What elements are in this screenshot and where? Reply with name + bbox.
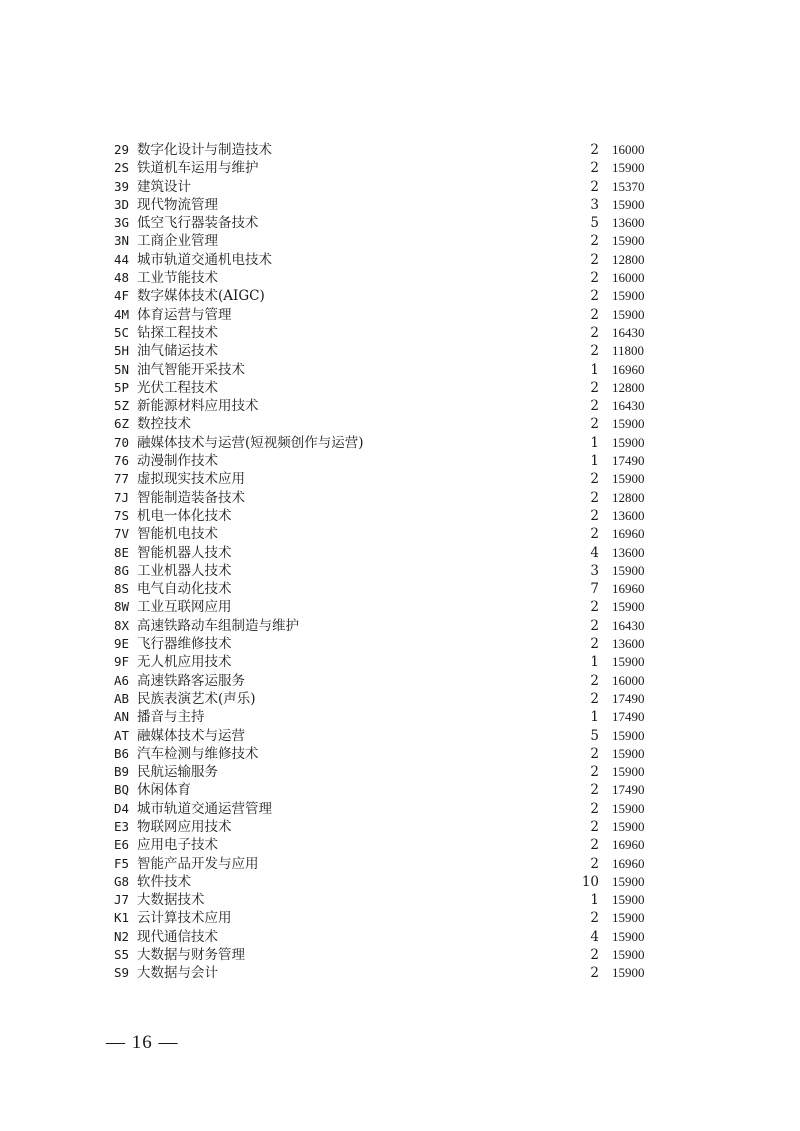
list-item — [0, 818, 800, 836]
major-code: 7J — [114, 489, 130, 505]
list-item — [0, 708, 800, 726]
plan-count: 2 — [590, 855, 599, 872]
list-item — [0, 379, 800, 397]
major-name: 城市轨道交通运营管理 — [137, 800, 272, 817]
plan-count: 2 — [590, 599, 599, 616]
major-code: 4M — [114, 306, 130, 322]
tuition-fee: 16430 — [612, 324, 645, 340]
major-code: B9 — [114, 764, 130, 780]
list-item — [0, 928, 800, 946]
tuition-fee: 15900 — [612, 947, 645, 963]
tuition-fee: 15900 — [612, 818, 645, 834]
page-number: — 16 — — [106, 1032, 179, 1053]
tuition-fee: 15900 — [612, 306, 645, 322]
plan-count: 10 — [581, 873, 599, 890]
major-name: 智能产品开发与应用 — [137, 855, 259, 872]
tuition-fee: 13600 — [612, 636, 645, 652]
major-name: 电气自动化技术 — [137, 581, 232, 598]
plan-count: 2 — [590, 489, 599, 506]
list-item — [0, 891, 800, 909]
list-item — [0, 690, 800, 708]
plan-count: 2 — [590, 379, 599, 396]
list-item — [0, 141, 800, 159]
tuition-fee: 15900 — [612, 416, 645, 432]
tuition-fee: 17490 — [612, 782, 645, 798]
major-name: 油气智能开采技术 — [137, 361, 245, 378]
major-name: 融媒体技术与运营(短视频创作与运营) — [137, 434, 364, 451]
tuition-fee: 15900 — [612, 160, 645, 176]
plan-count: 1 — [590, 453, 599, 470]
major-code: F5 — [114, 855, 130, 871]
major-name: 现代物流管理 — [137, 196, 218, 213]
tuition-fee: 16000 — [612, 142, 645, 157]
plan-count: 2 — [590, 233, 599, 250]
major-code: 48 — [114, 270, 130, 286]
tuition-fee: 16000 — [612, 672, 645, 688]
tuition-fee: 17490 — [612, 709, 645, 725]
major-name: 铁道机车运用与维护 — [137, 160, 259, 177]
plan-count: 1 — [590, 361, 599, 378]
major-name: 智能制造装备技术 — [137, 489, 245, 506]
tuition-fee: 15900 — [612, 288, 645, 304]
major-code: 4F — [114, 288, 130, 304]
major-code: 39 — [114, 178, 130, 194]
major-code: 5Z — [114, 398, 130, 414]
list-item — [0, 214, 800, 232]
list-item — [0, 617, 800, 635]
major-name: 工业节能技术 — [137, 270, 218, 287]
major-name: 现代通信技术 — [137, 928, 218, 945]
plan-count: 7 — [590, 581, 599, 598]
major-list — [0, 141, 800, 983]
list-item — [0, 397, 800, 415]
tuition-fee: 15900 — [612, 233, 645, 249]
major-code: 6Z — [114, 416, 130, 432]
major-code: 8W — [114, 599, 130, 615]
list-item — [0, 470, 800, 488]
plan-count: 3 — [590, 196, 599, 213]
plan-count: 2 — [590, 617, 599, 634]
major-code: 7V — [114, 526, 130, 542]
plan-count: 2 — [590, 782, 599, 799]
tuition-fee: 15900 — [612, 965, 645, 981]
major-code: 76 — [114, 453, 130, 469]
list-item — [0, 342, 800, 360]
major-name: 工业互联网应用 — [137, 599, 232, 616]
tuition-fee: 15900 — [612, 910, 645, 926]
list-item — [0, 562, 800, 580]
major-code: A6 — [114, 672, 130, 688]
tuition-fee: 15900 — [612, 434, 645, 450]
list-item — [0, 489, 800, 507]
list-item — [0, 946, 800, 964]
major-code: 3N — [114, 233, 130, 249]
major-name: 新能源材料应用技术 — [137, 398, 259, 415]
list-item — [0, 873, 800, 891]
plan-count: 4 — [590, 544, 599, 561]
major-name: 智能机器人技术 — [137, 544, 232, 561]
plan-count: 2 — [590, 306, 599, 323]
plan-count: 2 — [590, 910, 599, 927]
major-name: 建筑设计 — [137, 178, 191, 195]
major-code: S5 — [114, 947, 130, 963]
tuition-fee: 12800 — [612, 251, 645, 267]
tuition-fee: 12800 — [612, 379, 645, 395]
list-item — [0, 507, 800, 525]
plan-count: 2 — [590, 800, 599, 817]
plan-count: 2 — [590, 343, 599, 360]
tuition-fee: 15900 — [612, 599, 645, 615]
major-name: 民航运输服务 — [137, 764, 218, 781]
plan-count: 2 — [590, 672, 599, 689]
major-code: 8X — [114, 617, 130, 633]
major-name: 融媒体技术与运营 — [137, 727, 245, 744]
list-item — [0, 836, 800, 854]
plan-count: 2 — [590, 507, 599, 524]
list-item — [0, 855, 800, 873]
major-name: 数字媒体技术(AIGC) — [137, 288, 265, 305]
tuition-fee: 15900 — [612, 873, 645, 889]
tuition-fee: 16960 — [612, 526, 645, 542]
major-code: 5C — [114, 324, 130, 340]
list-item — [0, 159, 800, 177]
tuition-fee: 12800 — [612, 489, 645, 505]
major-name: 工业机器人技术 — [137, 562, 232, 579]
major-name: 物联网应用技术 — [137, 818, 232, 835]
major-name: 钻探工程技术 — [137, 324, 218, 341]
list-item — [0, 635, 800, 653]
list-item — [0, 434, 800, 452]
tuition-fee: 15900 — [612, 764, 645, 780]
tuition-fee: 13600 — [612, 507, 645, 523]
major-code: D4 — [114, 800, 130, 816]
plan-count: 2 — [590, 745, 599, 762]
list-item — [0, 653, 800, 671]
plan-count: 2 — [590, 764, 599, 781]
plan-count: 2 — [590, 471, 599, 488]
plan-count: 2 — [590, 324, 599, 341]
tuition-fee: 15900 — [612, 745, 645, 761]
major-code: E6 — [114, 837, 130, 853]
tuition-fee: 15900 — [612, 800, 645, 816]
major-name: 无人机应用技术 — [137, 654, 232, 671]
tuition-fee: 17490 — [612, 690, 645, 706]
list-item — [0, 745, 800, 763]
plan-count: 2 — [590, 288, 599, 305]
major-name: 高速铁路动车组制造与维护 — [137, 617, 299, 634]
tuition-fee: 13600 — [612, 215, 645, 231]
major-name: 智能机电技术 — [137, 526, 218, 543]
major-code: 8E — [114, 544, 130, 560]
major-name: 休闲体育 — [137, 782, 191, 799]
major-code: AT — [114, 727, 130, 743]
major-code: 5N — [114, 361, 130, 377]
major-name: 大数据技术 — [137, 892, 205, 909]
list-item — [0, 324, 800, 342]
plan-count: 2 — [590, 270, 599, 287]
major-name: 飞行器维修技术 — [137, 636, 232, 653]
tuition-fee: 16960 — [612, 581, 645, 597]
tuition-fee: 16960 — [612, 837, 645, 853]
major-name: 大数据与财务管理 — [137, 947, 245, 964]
major-code: 70 — [114, 434, 130, 450]
plan-count: 2 — [590, 178, 599, 195]
major-name: 数字化设计与制造技术 — [137, 142, 272, 158]
major-code: E3 — [114, 818, 130, 834]
tuition-fee: 16960 — [612, 855, 645, 871]
major-name: 云计算技术应用 — [137, 910, 232, 927]
major-name: 高速铁路客运服务 — [137, 672, 245, 689]
list-item — [0, 800, 800, 818]
plan-count: 2 — [590, 690, 599, 707]
major-code: BQ — [114, 782, 130, 798]
tuition-fee: 11800 — [612, 343, 645, 359]
plan-count: 2 — [590, 636, 599, 653]
plan-count: 2 — [590, 526, 599, 543]
plan-count: 2 — [590, 416, 599, 433]
list-item — [0, 251, 800, 269]
plan-count: 3 — [590, 562, 599, 579]
list-item — [0, 672, 800, 690]
tuition-fee: 16000 — [612, 270, 645, 286]
major-name: 播音与主持 — [137, 709, 205, 726]
list-item — [0, 781, 800, 799]
tuition-fee: 13600 — [612, 544, 645, 560]
plan-count: 1 — [590, 434, 599, 451]
major-name: 动漫制作技术 — [137, 453, 218, 470]
major-name: 软件技术 — [137, 873, 191, 890]
list-item — [0, 232, 800, 250]
plan-count: 4 — [590, 928, 599, 945]
plan-count: 5 — [590, 215, 599, 232]
plan-count: 5 — [590, 727, 599, 744]
major-name: 数控技术 — [137, 416, 191, 433]
tuition-fee: 15900 — [612, 892, 645, 908]
major-name: 低空飞行器装备技术 — [137, 215, 259, 232]
major-name: 民族表演艺术(声乐) — [137, 690, 256, 707]
major-code: 7S — [114, 507, 130, 523]
major-name: 城市轨道交通机电技术 — [137, 251, 272, 268]
major-code: G8 — [114, 873, 130, 889]
list-item — [0, 306, 800, 324]
major-code: 44 — [114, 251, 130, 267]
plan-count: 2 — [590, 818, 599, 835]
major-code: 3G — [114, 215, 130, 231]
major-code: 5P — [114, 379, 130, 395]
plan-count: 2 — [590, 965, 599, 982]
major-code: 29 — [114, 142, 130, 157]
major-code: 5H — [114, 343, 130, 359]
plan-count: 2 — [590, 251, 599, 268]
list-item — [0, 525, 800, 543]
list-item — [0, 269, 800, 287]
major-name: 应用电子技术 — [137, 837, 218, 854]
list-item — [0, 909, 800, 927]
plan-count: 2 — [590, 398, 599, 415]
tuition-fee: 16430 — [612, 398, 645, 414]
major-name: 大数据与会计 — [137, 965, 218, 982]
plan-count: 2 — [590, 160, 599, 177]
major-name: 体育运营与管理 — [137, 306, 232, 323]
major-code: 2S — [114, 160, 130, 176]
list-item — [0, 727, 800, 745]
major-code: N2 — [114, 928, 130, 944]
list-item — [0, 964, 800, 982]
major-code: 77 — [114, 471, 130, 487]
plan-count: 1 — [590, 654, 599, 671]
tuition-fee: 15900 — [612, 654, 645, 670]
major-code: 8G — [114, 562, 130, 578]
plan-count: 2 — [590, 837, 599, 854]
major-code: 9E — [114, 636, 130, 652]
list-item — [0, 580, 800, 598]
tuition-fee: 15900 — [612, 928, 645, 944]
major-code: 9F — [114, 654, 130, 670]
list-item — [0, 415, 800, 433]
list-item — [0, 763, 800, 781]
plan-count: 1 — [590, 709, 599, 726]
list-item — [0, 452, 800, 470]
tuition-fee: 15370 — [612, 178, 645, 194]
list-item — [0, 598, 800, 616]
plan-count: 1 — [590, 892, 599, 909]
major-name: 虚拟现实技术应用 — [137, 471, 245, 488]
plan-count: 2 — [590, 947, 599, 964]
major-code: AN — [114, 709, 130, 725]
tuition-fee: 16430 — [612, 617, 645, 633]
major-name: 汽车检测与维修技术 — [137, 745, 259, 762]
major-code: AB — [114, 690, 130, 706]
tuition-fee: 17490 — [612, 453, 645, 469]
major-code: B6 — [114, 745, 130, 761]
list-item — [0, 287, 800, 305]
major-code: K1 — [114, 910, 130, 926]
major-name: 工商企业管理 — [137, 233, 218, 250]
tuition-fee: 15900 — [612, 727, 645, 743]
tuition-fee: 15900 — [612, 196, 645, 212]
plan-count: 2 — [590, 142, 599, 158]
tuition-fee: 16960 — [612, 361, 645, 377]
major-code: 3D — [114, 196, 130, 212]
list-item — [0, 544, 800, 562]
list-item — [0, 196, 800, 214]
major-name: 光伏工程技术 — [137, 379, 218, 396]
tuition-fee: 15900 — [612, 562, 645, 578]
list-item — [0, 361, 800, 379]
list-item — [0, 178, 800, 196]
major-name: 油气储运技术 — [137, 343, 218, 360]
major-code: J7 — [114, 892, 130, 908]
major-name: 机电一体化技术 — [137, 507, 232, 524]
major-code: S9 — [114, 965, 130, 981]
major-code: 8S — [114, 581, 130, 597]
tuition-fee: 15900 — [612, 471, 645, 487]
